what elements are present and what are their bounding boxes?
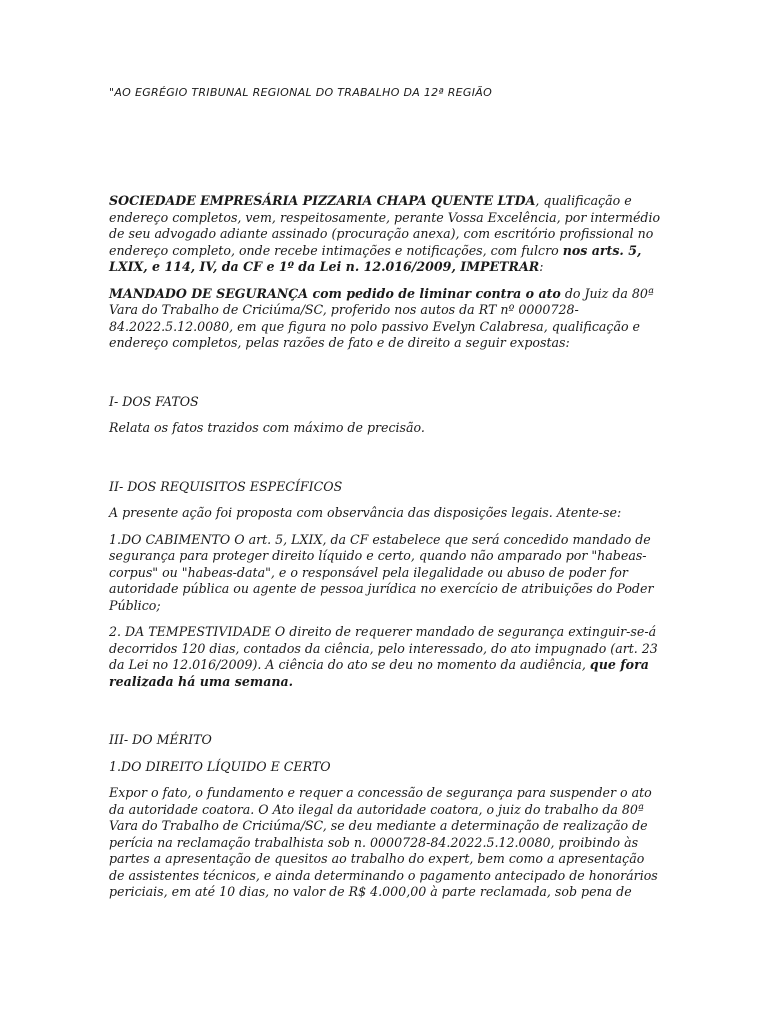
company-name: SOCIEDADE EMPRESÁRIA PIZZARIA CHAPA QUENTE LTDA	[109, 193, 536, 208]
writ-text: do Juiz da 80ª Vara do Trabalho de Criciúma/SC, proferido nos autos da RT nº 0000728-84.2022.5.12.0080, em que figura no polo passivo Evelyn Calabresa, qualificação e endereço completos, pelas razões de fato e de direito a seguir expostas:	[109, 285, 654, 350]
timeliness-text: 2. DA TEMPESTIVIDADE O direito de requerer mandado de segurança extinguir-se-á decorridos 120 dias, contados da ciência, pelo interessado, do ato impugnado (art. 23 da Lei no 12.016/2009). A ciência do ato se deu no momento da audiência,	[109, 624, 658, 672]
merit-subheading: 1.DO DIREITO LÍQUIDO E CERTO	[109, 758, 331, 774]
legal-basis: nos arts. 5, LXIX, e 114, IV, da CF e 1º da Lei n. 12.016/2009, IMPETRAR	[109, 242, 642, 274]
timeliness-emphasis: que fora realizada há uma semana.	[109, 657, 649, 689]
requirement-item-timeliness	[109, 624, 661, 690]
section-heading-facts: I- DOS FATOS	[109, 393, 199, 409]
intro-text: , qualificação e endereço completos, vem, respeitosamente, perante Vossa Excelência, por intermédio de seu advogado adiante assinado (procuração anexa), com escritório profissional no endereço completo, onde recebe intimações e notificações, com fulcro	[109, 193, 661, 258]
intro-end: :	[539, 259, 544, 274]
requirement-item-admissibility: 1.DO CABIMENTO O art. 5, LXIX, da CF estabelece que será concedido mandado de segurança para proteger direito líquido e certo, quando não amparado por "habeas-corpus" ou "habeas-data", e o responsável pela ilegalidade ou abuso de poder for autoridade pública ou agente de pessoa jurídica no exercício de atribuições do Poder Público;	[109, 531, 654, 613]
addressee-line: "AO EGRÉGIO TRIBUNAL REGIONAL DO TRABALHO DA 12ª REGIÃO	[109, 86, 493, 99]
section-heading-merit: III- DO MÉRITO	[109, 732, 212, 747]
section-heading-requirements: II- DOS REQUISITOS ESPECÍFICOS	[109, 478, 343, 494]
requirements-intro: A presente ação foi proposta com observância das disposições legais. Atente-se:	[109, 505, 622, 520]
writ-paragraph	[109, 286, 661, 352]
merit-paragraph: Expor o fato, o fundamento e requer a concessão de segurança para suspender o ato da autoridade coatora. O Ato ilegal da autoridade coatora, o juiz do trabalho da 80ª Vara do Trabalho de Criciúma/SC, se deu mediante a determinação de realização de perícia na reclamação trabalhista sob n. 0000728-84.2022.5.12.0080, proibindo às partes a apresentação de quesitos ao trabalho do expert, bem como a apresentação de assistentes técnicos, e ainda determinando o pagamento antecipado de honorários periciais, em até 10 dias, no valor de R$ 4.000,00 à parte reclamada, sob pena de	[109, 785, 658, 899]
facts-paragraph: Relata os fatos trazidos com máximo de precisão.	[109, 420, 425, 435]
writ-title: MANDADO DE SEGURANÇA com pedido de liminar contra o ato	[109, 285, 561, 301]
intro-paragraph	[109, 193, 661, 276]
document-body	[109, 193, 661, 901]
